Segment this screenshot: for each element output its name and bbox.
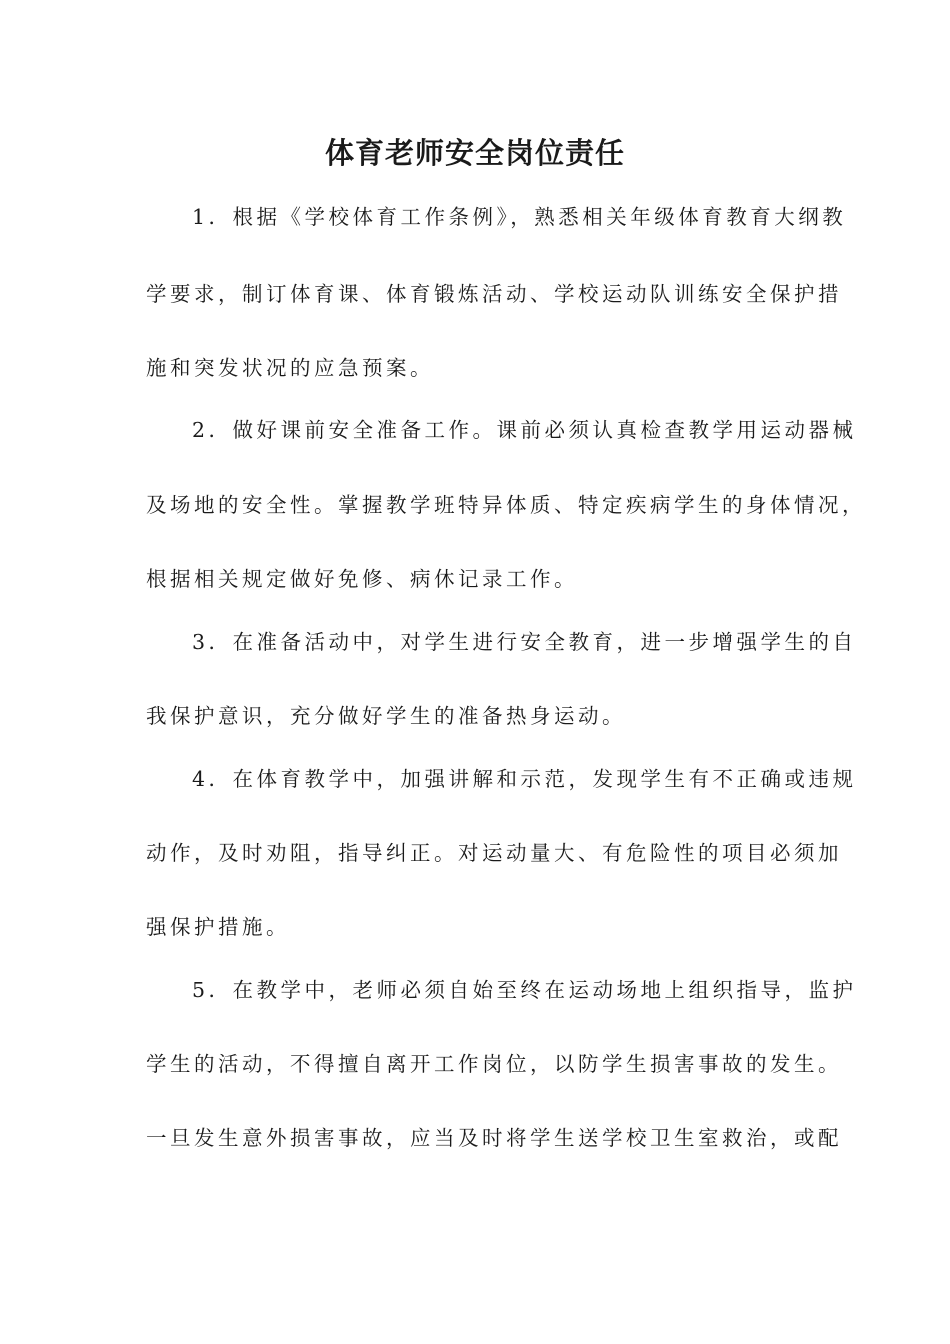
paragraph-2-line-1: 2．做好课前安全准备工作。课前必须认真检查教学用运动器械 [192,418,857,442]
paragraph-2-line-3: 根据相关规定做好免修、病休记录工作。 [146,567,578,591]
document-title: 体育老师安全岗位责任 [324,136,625,170]
paragraph-4-line-1: 4．在体育教学中，加强讲解和示范，发现学生有不正确或违规 [192,767,857,791]
paragraph-3-line-1: 3．在准备活动中，对学生进行安全教育，进一步增强学生的自 [192,630,857,654]
paragraph-5-line-2: 学生的活动，不得擅自离开工作岗位，以防学生损害事故的发生。 [146,1052,842,1076]
paragraph-1-line-3: 施和突发状况的应急预案。 [146,356,434,380]
paragraph-2-line-2: 及场地的安全性。掌握教学班特异体质、特定疾病学生的身体情况， [146,493,866,517]
paragraph-3-line-2: 我保护意识，充分做好学生的准备热身运动。 [146,704,626,728]
paragraph-1-line-1: 1．根据《学校体育工作条例》，熟悉相关年级体育教育大纲教 [192,205,847,229]
paragraph-5-line-1: 5．在教学中，老师必须自始至终在运动场地上组织指导，监护 [192,978,857,1002]
paragraph-4-line-2: 动作，及时劝阻，指导纠正。对运动量大、有危险性的项目必须加 [146,841,842,865]
paragraph-5-line-3: 一旦发生意外损害事故，应当及时将学生送学校卫生室救治，或配 [146,1126,842,1150]
paragraph-4-line-3: 强保护措施。 [146,915,290,939]
paragraph-1-line-2: 学要求，制订体育课、体育锻炼活动、学校运动队训练安全保护措 [146,282,842,306]
